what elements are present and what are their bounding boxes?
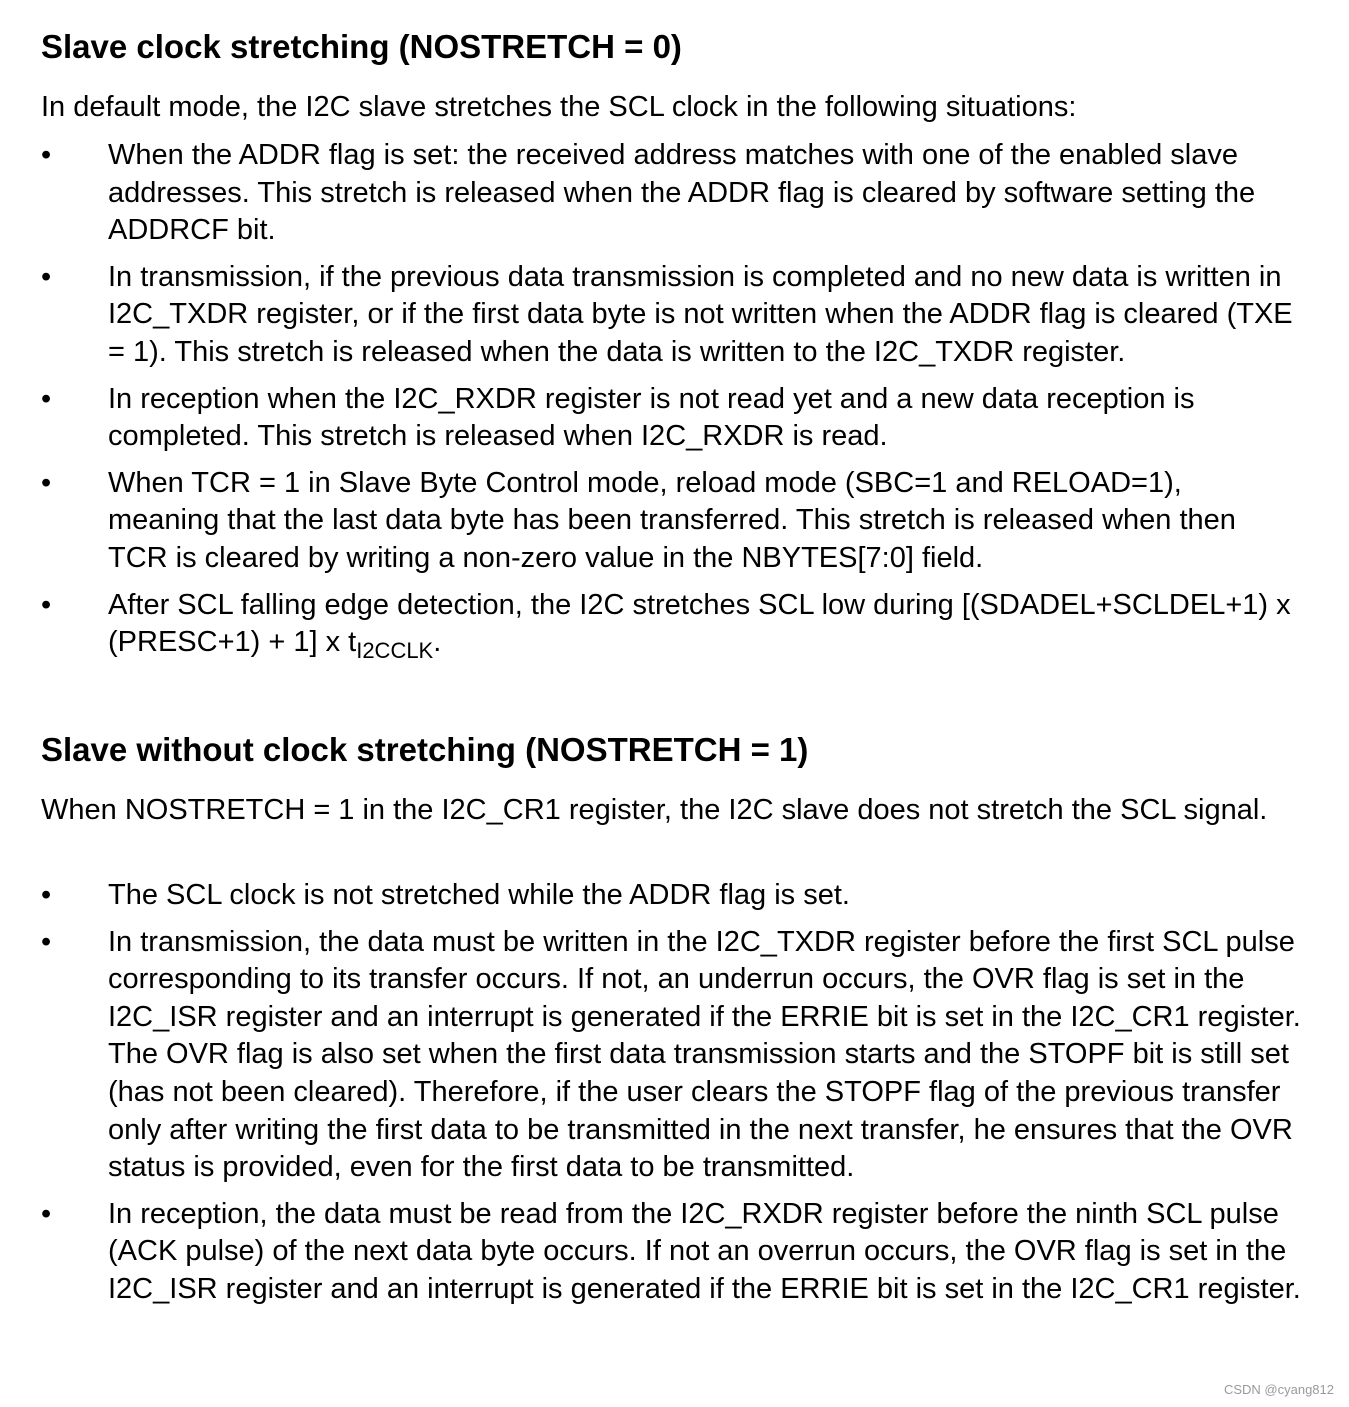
bullet-icon: • (41, 382, 52, 415)
bullet-icon: • (41, 260, 52, 293)
bullet-icon: • (41, 466, 52, 499)
list-item-suffix: . (433, 626, 442, 659)
list-item-text: The SCL clock is not stretched while the ADDR flag is set. (108, 879, 850, 911)
list-item (41, 1196, 1301, 1309)
list-item-text: When the ADDR flag is set: the received address matches with one of the enabled slave addresses. This stretch is released when the ADDR flag is cleared by software setting the ADDRCF bit. (108, 139, 1256, 247)
subscript-i2cclk: I2CCLK (356, 638, 434, 664)
section2-bullet-list (41, 877, 1301, 1309)
section2-intro: When NOSTRETCH = 1 in the I2C_CR1 register, the I2C slave does not stretch the SCL signal. (41, 794, 1268, 826)
list-item-text: When TCR = 1 in Slave Byte Control mode, reload mode (SBC=1 and RELOAD=1), meaning that the last data byte has been transferred. This stretch is released when then TCR is cleared by writing a non-zero value in the NBYTES[7:0] field. (108, 466, 1236, 574)
list-item (41, 137, 1301, 250)
bullet-icon: • (41, 879, 52, 911)
list-item (41, 924, 1301, 1187)
list-item-text: In reception, the data must be read from the I2C_RXDR register before the ninth SCL pulse (ACK pulse) of the next data byte occurs. If not an overrun occurs, the OVR flag is set in the I2C_ISR register and an interrupt is generated if the ERRIE bit is set in the I2C_CR1 register. (108, 1197, 1301, 1305)
list-item-text: In reception when the I2C_RXDR register is not read yet and a new data reception is completed. This stretch is released when I2C_RXDR is read. (108, 382, 1195, 453)
list-item (41, 877, 1301, 915)
section1-intro: In default mode, the I2C slave stretches the SCL clock in the following situations: (41, 91, 1077, 123)
list-item (41, 259, 1301, 372)
bullet-icon: • (41, 588, 52, 621)
list-item (41, 587, 1301, 662)
section1-bullet-list (41, 137, 1301, 662)
section2-heading: Slave without clock stretching (NOSTRETCH = 1) (41, 731, 809, 768)
list-item-text: After SCL falling edge detection, the I2C stretches SCL low during [(SDADEL+SCLDEL+1) x (PRESC+1) + 1] x t (108, 588, 1291, 659)
bullet-icon: • (41, 1197, 52, 1230)
list-item (41, 381, 1301, 456)
list-item-text: In transmission, the data must be written in the I2C_TXDR register before the first SCL pulse corresponding to its transfer occurs. If not, an underrun occurs, the OVR flag is set in the I2C_ISR register and an interrupt is generated if the ERRIE bit is set in the I2C_CR1 register. The OVR flag is also set when the first data transmission starts and the STOPF bit is still set (has not been cleared). Therefore, if the user clears the STOPF flag of the previous transfer only after writing the first data to be transmitted in the next transfer, he ensures that the OVR status is provided, even for the first data to be transmitted. (108, 925, 1301, 1184)
bullet-icon: • (41, 139, 52, 171)
list-item (41, 465, 1301, 578)
section1-heading: Slave clock stretching (NOSTRETCH = 0) (41, 28, 682, 65)
watermark: CSDN @cyang812 (1223, 1382, 1334, 1397)
bullet-icon: • (41, 925, 52, 958)
list-item-text: In transmission, if the previous data transmission is completed and no new data is written in I2C_TXDR register, or if the first data byte is not written when the ADDR flag is cleared (TXE = 1). This stretch is released when the data is written to the I2C_TXDR register. (108, 260, 1293, 368)
